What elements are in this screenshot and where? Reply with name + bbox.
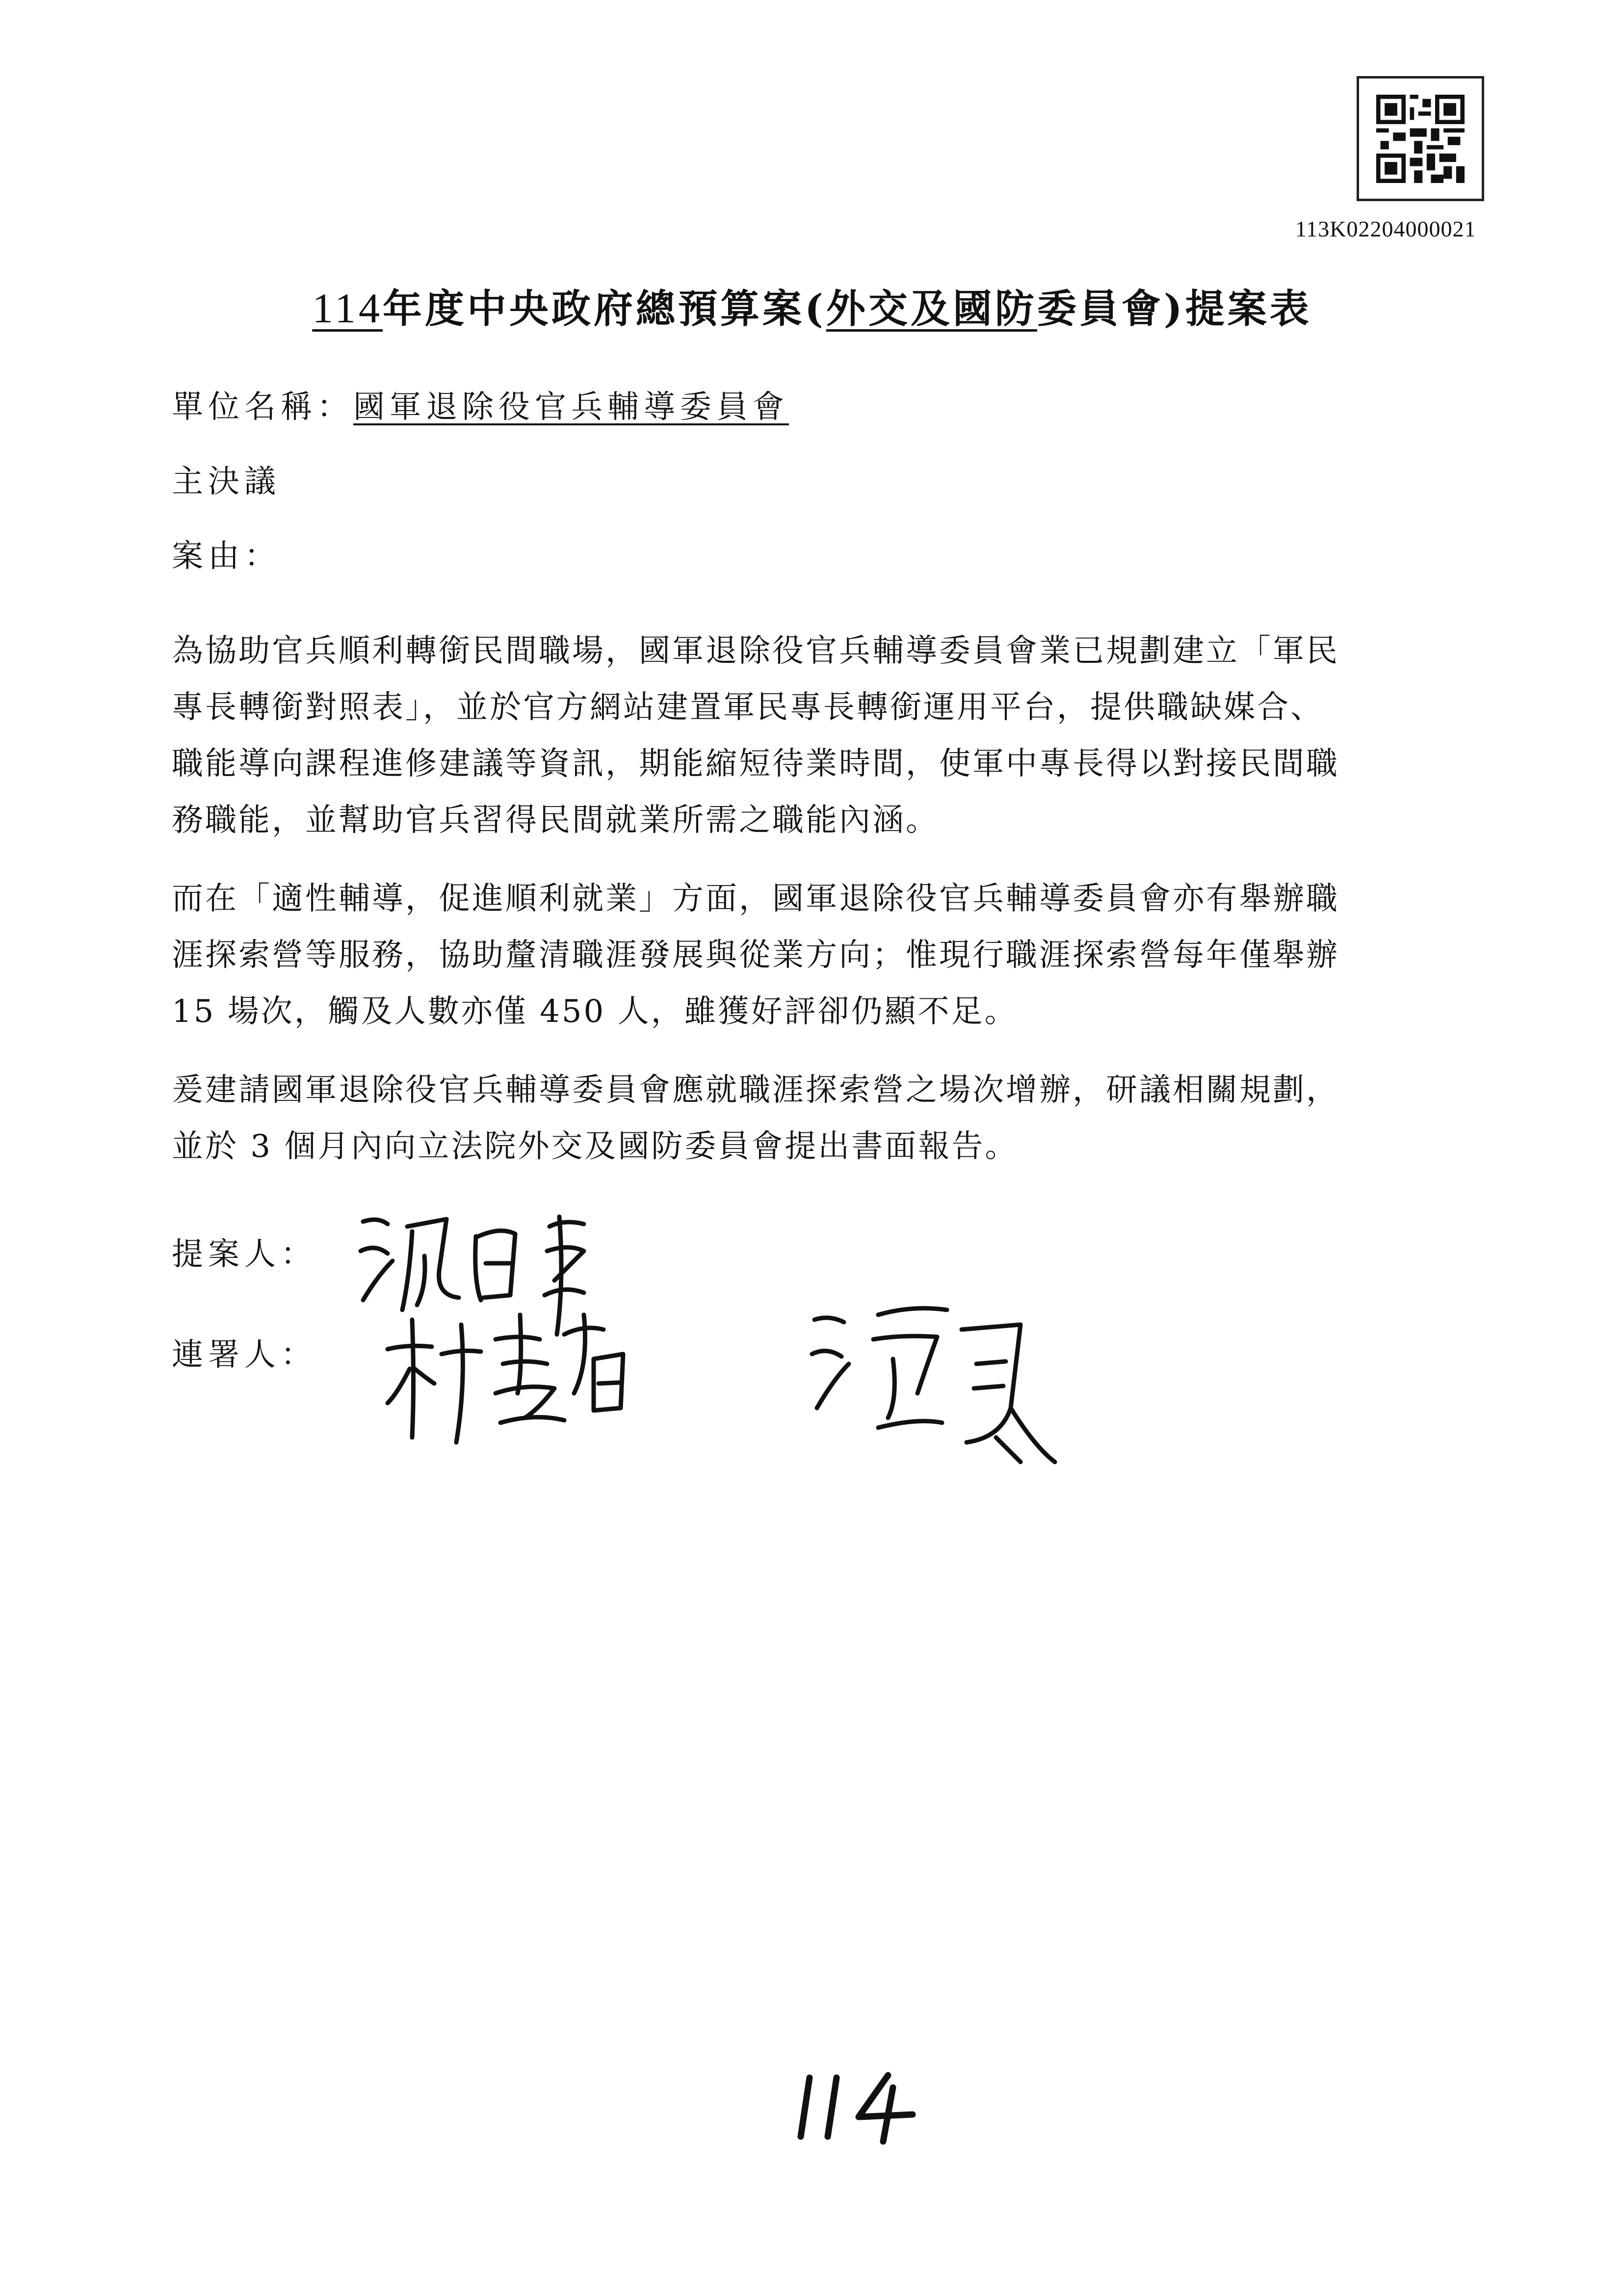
cosigner-label: 連署人： bbox=[172, 1337, 317, 1373]
title-committee: 外交及國防 bbox=[826, 286, 1037, 332]
paragraph-line: 專長轉銜對照表」，並於官方網站建置軍民專長轉銜運用平台，提供職缺媒合、 bbox=[172, 689, 1324, 726]
page-number-mark bbox=[790, 2068, 927, 2146]
paragraph-line: 為協助官兵順利轉銜民間職場，國軍退除役官兵輔導委員會業已規劃建立「軍民 bbox=[172, 633, 1339, 669]
paragraph-line: 15 場次，觸及人數亦僅 450 人，雖獲好評卻仍顯不足。 bbox=[172, 993, 1018, 1030]
paragraph-1 bbox=[172, 623, 1496, 849]
proposer-label: 提案人： bbox=[172, 1236, 317, 1273]
cosigner-signature-1 bbox=[378, 1295, 721, 1457]
cosigner-signature-2 bbox=[805, 1290, 1079, 1487]
unit-label: 單位名稱： bbox=[172, 389, 353, 425]
title-year: 114 bbox=[312, 285, 383, 332]
paragraph-2 bbox=[172, 871, 1496, 1040]
paragraph-3 bbox=[172, 1062, 1496, 1175]
title-part2: 委員會)提案表 bbox=[1037, 286, 1312, 332]
paragraph-line: 涯探索營等服務，協助釐清職涯發展與從業方向；惟現行職涯探索營每年僅舉辦 bbox=[172, 937, 1339, 973]
unit-row bbox=[172, 382, 789, 427]
paragraph-line: 爰建請國軍退除役官兵輔導委員會應就職涯探索營之場次增辦，研議相關規劃， bbox=[172, 1072, 1339, 1108]
paragraph-line: 而在「適性輔導，促進順利就業」方面，國軍退除役官兵輔導委員會亦有舉辦職 bbox=[172, 881, 1339, 917]
page-number bbox=[790, 2068, 927, 2148]
document-id: 113K02204000021 bbox=[1295, 216, 1476, 241]
qr-code-icon bbox=[1376, 95, 1465, 183]
paragraph-line: 並於 3 個月內向立法院外交及國防委員會提出書面報告。 bbox=[172, 1128, 1019, 1165]
page-title bbox=[0, 277, 1624, 334]
unit-value: 國軍退除役官兵輔導委員會 bbox=[353, 389, 789, 425]
paragraph-line: 職能導向課程進修建議等資訊，期能縮短待業時間，使軍中專長得以對接民間職 bbox=[172, 746, 1339, 782]
qr-code bbox=[1357, 76, 1484, 201]
main-resolution: 主決議 bbox=[172, 464, 281, 500]
paragraph-line: 務職能，並幫助官兵習得民間就業所需之職能內涵。 bbox=[172, 802, 939, 838]
reason-label: 案由： bbox=[172, 538, 281, 574]
title-part1: 年度中央政府總預算案( bbox=[383, 286, 826, 332]
